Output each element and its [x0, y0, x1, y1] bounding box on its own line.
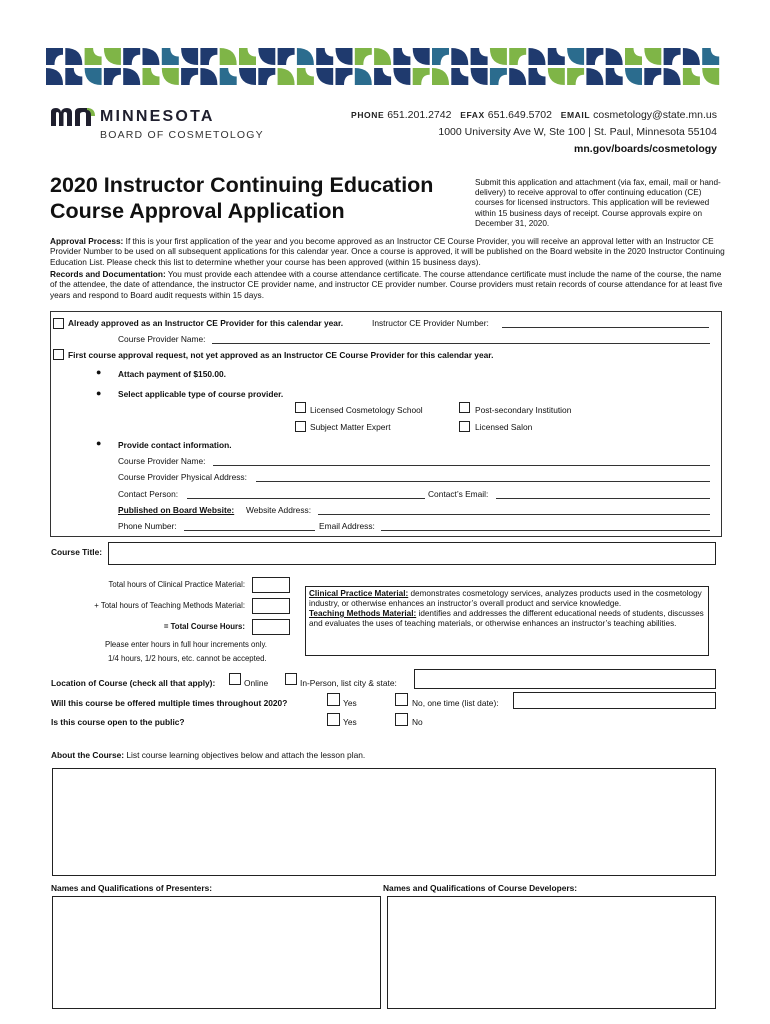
- multiple-times-question: Will this course be offered multiple times throughout 2020?: [51, 698, 288, 708]
- clinical-definition: [309, 589, 705, 609]
- band-tile: [606, 48, 623, 65]
- band-tile: [200, 48, 217, 65]
- about-course-heading: About the Course:: [51, 750, 125, 760]
- band-tile: [297, 68, 314, 85]
- band-tile: [181, 68, 198, 85]
- hours-note-2: 1/4 hours, 1/2 hours, etc. cannot be accepted.: [108, 654, 267, 663]
- band-tile: [374, 68, 391, 85]
- location-label: Location of Course (check all that apply):: [51, 678, 216, 688]
- provider-name-label: Course Provider Name:: [118, 334, 206, 344]
- clinical-hours-input[interactable]: [252, 577, 290, 593]
- teaching-hours-label: + Total hours of Teaching Methods Material:: [94, 601, 245, 610]
- about-course-text: List course learning objectives below and attach the lesson plan.: [124, 750, 366, 760]
- already-approved-label: Already approved as an Instructor CE Provider for this calendar year.: [68, 318, 344, 328]
- band-tile: [181, 48, 198, 65]
- band-tile: [625, 68, 642, 85]
- band-tile: [644, 68, 661, 85]
- band-tile: [85, 48, 102, 65]
- type-salon-checkbox[interactable]: [459, 421, 470, 432]
- logo-subtitle: BOARD OF COSMETOLOGY: [100, 129, 264, 141]
- band-tile: [529, 68, 546, 85]
- field-email-input[interactable]: [381, 530, 710, 531]
- provider-number-field[interactable]: [502, 327, 709, 328]
- band-tile: [702, 68, 719, 85]
- bullet-icon: ●: [96, 388, 102, 398]
- decorative-pattern-band: [46, 48, 722, 88]
- band-tile: [471, 48, 488, 65]
- band-tile: [702, 48, 719, 65]
- field-provider-name-input[interactable]: [213, 465, 710, 466]
- teaching-definition-label: Teaching Methods Material:: [309, 609, 417, 618]
- public-yes-checkbox[interactable]: [327, 713, 340, 726]
- minnesota-logo-icon: [51, 108, 95, 126]
- band-tile: [374, 48, 391, 65]
- course-title-input[interactable]: [108, 542, 716, 565]
- band-tile: [258, 48, 275, 65]
- one-time-date-input[interactable]: [513, 692, 716, 709]
- phone-value: 651.201.2742: [387, 109, 452, 121]
- band-tile: [548, 48, 565, 65]
- field-address-input[interactable]: [256, 481, 710, 482]
- band-tile: [278, 48, 295, 65]
- presenters-label: Names and Qualifications of Presenters:: [51, 883, 213, 893]
- band-tile: [162, 68, 179, 85]
- online-checkbox[interactable]: [229, 673, 241, 685]
- band-tile: [65, 48, 82, 65]
- band-tile: [316, 68, 333, 85]
- published-label: Published on Board Website:: [118, 505, 235, 515]
- teaching-definition-text: identifies and addresses the different educational needs of students, discusses and evaluates the uses of teaching materials, or otherwise enhances an instructor’s teaching abilities.: [309, 609, 704, 628]
- about-course-textarea[interactable]: [52, 768, 716, 876]
- in-person-location-input[interactable]: [414, 669, 716, 689]
- band-tile: [451, 48, 468, 65]
- band-tile: [393, 68, 410, 85]
- band-tile: [220, 68, 237, 85]
- public-yes-label: Yes: [343, 717, 357, 727]
- field-address-label: Course Provider Physical Address:: [118, 472, 247, 482]
- band-tile: [46, 48, 63, 65]
- band-tile: [355, 68, 372, 85]
- band-tile: [586, 48, 603, 65]
- website-link[interactable]: mn.gov/boards/cosmetology: [574, 143, 717, 155]
- band-tile: [143, 48, 160, 65]
- hours-note-1: Please enter hours in full hour increments only.: [105, 640, 267, 649]
- field-contact-label: Contact Person:: [118, 489, 179, 499]
- course-title-label: Course Title:: [51, 547, 103, 557]
- band-tile: [451, 68, 468, 85]
- band-tile: [143, 68, 160, 85]
- band-tile: [278, 68, 295, 85]
- band-tile: [123, 48, 140, 65]
- band-tile: [548, 68, 565, 85]
- presenters-textarea[interactable]: [52, 896, 381, 1009]
- logo-name: MINNESOTA: [100, 108, 215, 125]
- bullet-icon: ●: [96, 367, 102, 377]
- total-hours-label: = Total Course Hours:: [163, 622, 245, 631]
- band-tile: [336, 68, 353, 85]
- band-tile: [65, 68, 82, 85]
- field-contact-email-input[interactable]: [496, 498, 710, 499]
- developers-textarea[interactable]: [387, 896, 716, 1009]
- multiple-yes-checkbox[interactable]: [327, 693, 340, 706]
- band-tile: [393, 48, 410, 65]
- records-text: You must provide each attendee with a course attendance certificate. The course attendance certificate must include the name of the course, the name of the attendee, the date of attendance, the instructor CE provider name, and instructor CE provider number. Course providers must retain records of course attendance for at least five years and respond to Board audit requests within 15 days.: [50, 269, 723, 300]
- phone-label: PHONE: [351, 110, 385, 120]
- band-tile: [239, 68, 256, 85]
- title-line-2: Course Approval Application: [50, 199, 345, 223]
- band-tile: [529, 48, 546, 65]
- address: 1000 University Ave W, Ste 100 | St. Paul, Minnesota 55104: [438, 126, 717, 138]
- band-tile: [85, 68, 102, 85]
- total-hours-input[interactable]: [252, 619, 290, 635]
- band-tile: [490, 48, 507, 65]
- multiple-no-checkbox[interactable]: [395, 693, 408, 706]
- field-phone-input[interactable]: [184, 530, 315, 531]
- type-salon-label: Licensed Salon: [475, 422, 533, 432]
- band-tile: [683, 48, 700, 65]
- band-tile: [336, 48, 353, 65]
- band-tile: [644, 48, 661, 65]
- field-email-label: Email Address:: [319, 521, 375, 531]
- band-tile: [413, 48, 430, 65]
- developers-label: Names and Qualifications of Course Developers:: [383, 883, 578, 893]
- field-provider-name-label: Course Provider Name:: [118, 456, 206, 466]
- teaching-definition: [309, 609, 705, 629]
- band-tile: [567, 48, 584, 65]
- already-approved-checkbox[interactable]: [53, 318, 64, 329]
- band-tile: [220, 48, 237, 65]
- band-tile: [471, 68, 488, 85]
- band-tile: [432, 48, 449, 65]
- page-title: [50, 172, 470, 224]
- payment-label: Attach payment of $150.00.: [118, 369, 226, 379]
- field-contact-input[interactable]: [187, 498, 425, 499]
- efax-value: 651.649.5702: [487, 109, 552, 121]
- first-request-checkbox[interactable]: [53, 349, 64, 360]
- public-no-checkbox[interactable]: [395, 713, 408, 726]
- band-tile: [104, 48, 121, 65]
- bullet-icon: ●: [96, 438, 102, 448]
- band-tile: [490, 68, 507, 85]
- efax-label: EFAX: [460, 110, 485, 120]
- contact-line: [351, 109, 717, 121]
- type-postsecondary-label: Post-secondary Institution: [475, 405, 572, 415]
- clinical-definition-label: Clinical Practice Material:: [309, 589, 409, 598]
- band-tile: [509, 68, 526, 85]
- clinical-definition-text: demonstrates cosmetology services, analyzes products used in the cosmetology industry, or otherwise enhances an instructor’s overall product and service knowledge.: [309, 589, 702, 608]
- email-label: EMAIL: [560, 110, 591, 120]
- band-tile: [432, 68, 449, 85]
- approval-label: Approval Process:: [50, 236, 124, 246]
- band-tile: [297, 48, 314, 65]
- band-tile: [123, 68, 140, 85]
- band-tile: [162, 48, 179, 65]
- band-tile: [239, 48, 256, 65]
- teaching-hours-input[interactable]: [252, 598, 290, 614]
- title-line-1: 2020 Instructor Continuing Education: [50, 173, 434, 197]
- public-question: Is this course open to the public?: [51, 717, 185, 727]
- field-contact-email-label: Contact’s Email:: [428, 489, 489, 499]
- contact-info-label: Provide contact information.: [118, 440, 232, 450]
- band-tile: [46, 68, 63, 85]
- records-label: Records and Documentation:: [50, 269, 166, 279]
- clinical-hours-label: Total hours of Clinical Practice Material:: [108, 580, 245, 589]
- multiple-no-label: No, one time (list date):: [412, 698, 499, 708]
- select-type-label: Select applicable type of course provider.: [118, 389, 284, 399]
- band-tile: [413, 68, 430, 85]
- band-tile: [683, 68, 700, 85]
- multiple-yes-label: Yes: [343, 698, 357, 708]
- band-tile: [355, 48, 372, 65]
- band-tile: [509, 48, 526, 65]
- type-sme-checkbox[interactable]: [295, 421, 306, 432]
- email-value[interactable]: cosmetology@state.mn.us: [593, 109, 717, 121]
- type-school-checkbox[interactable]: [295, 402, 306, 413]
- type-school-label: Licensed Cosmetology School: [310, 405, 423, 415]
- band-tile: [200, 68, 217, 85]
- band-tile: [586, 68, 603, 85]
- band-tile: [664, 68, 681, 85]
- intro-text: Submit this application and attachment (via fax, email, mail or hand-delivery) to receive approval to offer continuing education (CE) courses for licensed instructors. This application will be reviewed within 15 business days of receipt. Course approvals expire on December 31, 2020.: [475, 178, 721, 228]
- in-person-label: In-Person, list city & state:: [300, 678, 397, 688]
- type-sme-label: Subject Matter Expert: [310, 422, 391, 432]
- first-request-label: First course approval request, not yet approved as an Instructor CE Course Provider for this calendar year.: [68, 350, 494, 360]
- band-tile: [567, 68, 584, 85]
- band-tile: [316, 48, 333, 65]
- records-paragraph: [50, 269, 726, 300]
- approval-process-paragraph: [50, 236, 726, 267]
- field-phone-label: Phone Number:: [118, 521, 177, 531]
- approval-text: If this is your first application of the year and you become approved as an Instructor CE Course Provider, you will receive an approval letter with an Instructor CE Provider Number to be used on all subsequent applications for this calendar year. Once a course is approved, it will be published on the Board website in the 2020 Instructor Continuing Education List. Please check this list to determine whether your course has been approved (within 15 business days).: [50, 236, 725, 267]
- band-tile: [606, 68, 623, 85]
- band-tile: [664, 48, 681, 65]
- field-website-input[interactable]: [318, 514, 710, 515]
- band-tile: [104, 68, 121, 85]
- type-postsecondary-checkbox[interactable]: [459, 402, 470, 413]
- definitions-box: [305, 586, 709, 656]
- provider-number-label: Instructor CE Provider Number:: [372, 318, 489, 328]
- public-no-label: No: [412, 717, 423, 727]
- about-course-label: [51, 750, 365, 760]
- in-person-checkbox[interactable]: [285, 673, 297, 685]
- provider-name-field[interactable]: [212, 343, 710, 344]
- band-tile: [625, 48, 642, 65]
- online-label: Online: [244, 678, 269, 688]
- field-website-label: Website Address:: [246, 505, 312, 515]
- band-tile: [258, 68, 275, 85]
